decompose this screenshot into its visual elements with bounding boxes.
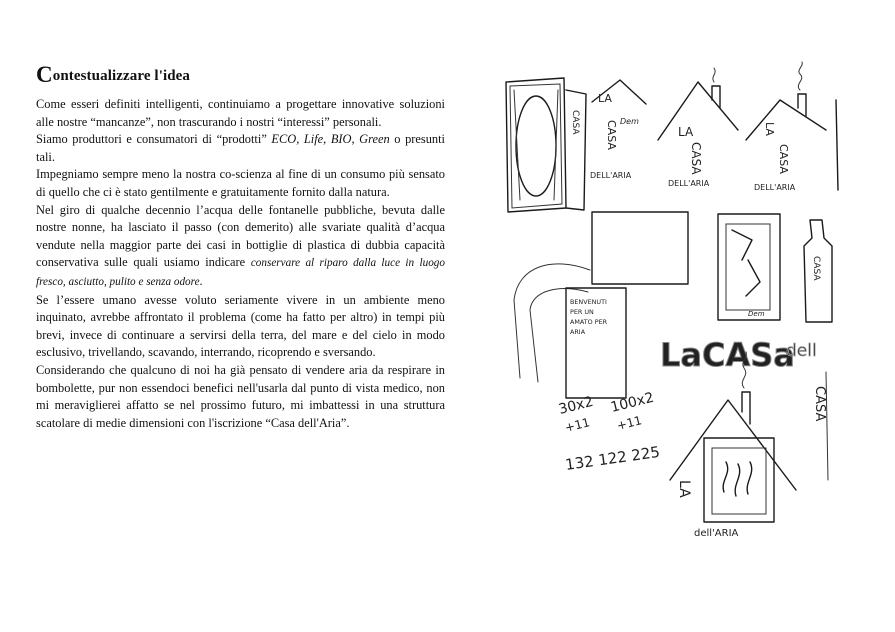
paragraph-6: Considerando che qualcuno di noi ha già pensato di vendere aria da respirare in bombolette, pur non essendoci benefici nell'usarla dal punto di vista medico, non mi meraviglierei affatto se nel prossimo futuro, mi imbattessi in una struttura scatolare di medie dimensioni con l'iscrizione “Casa dell'Aria”. — [36, 362, 445, 430]
sketch-house-3 — [746, 62, 838, 192]
sketch-8-label: CASA — [811, 256, 821, 281]
paragraph-4-italic: conservare al riparo dalla luce in luogo fresco, asciutto, pulito e senza odore — [36, 257, 445, 288]
sketch-2-la: LA — [598, 92, 612, 105]
sketch-wordmark-dell: dell — [786, 341, 817, 361]
sketch-house-1 — [590, 80, 646, 180]
paragraph-5: Se l’essere umano avesse voluto seriamente vivere in un ambiente meno inquinato, avrebbe affrontato il problema (come ha fatto per altro) in tempi più brevi, invece di continuare a servirsi della terra, del mare e del cielo in modo esclusivo, trivellando, scavando, interrando, ricoprendo e sversando. — [36, 292, 445, 360]
sketch-wordmark-outline: LaCASa — [660, 336, 795, 374]
sketch-label-sheet — [566, 288, 626, 398]
note-30x2: 30x2 — [557, 393, 595, 418]
note-plus-11-b: +11 — [615, 413, 644, 433]
paragraph-1: Come esseri definiti intelligenti, continuiamo a progettare innovative soluzioni alle nostre “mancanze”, non trascurando i nostri “interessi” personali. — [36, 97, 445, 129]
sketch-dimension-notes — [557, 390, 661, 474]
sketch-empty-rectangle — [592, 212, 688, 284]
sketch-9-line-1: BENVENUTI — [570, 298, 607, 306]
paragraph-2-italic: ECO, Life, BIO, Green — [271, 132, 390, 147]
paragraph-3: Impegniamo sempre meno la nostra co-scienza al fine di un consumo più sensato di quello che ci è stato gentilmente e gratuitamente fornito dalla natura. — [36, 167, 445, 199]
sketch-2-dellaria: DELL'ARIA — [590, 171, 632, 180]
sketch-7-signature: Dem — [748, 310, 765, 318]
sketch-3-dellaria: DELL'ARIA — [668, 179, 710, 188]
sketch-final-casa: CASA — [812, 386, 827, 422]
sketch-4-casa: CASA — [777, 144, 790, 174]
sketch-final-la: LA — [676, 480, 692, 498]
sketch-final-house — [670, 352, 828, 539]
paragraph-2-end: o presunti tali. — [36, 132, 445, 164]
sketch-final-dellaria: dell'ARIA — [694, 528, 739, 539]
sketch-3-la: LA — [678, 125, 694, 139]
note-100x2: 100x2 — [609, 389, 656, 416]
sketch-1-label: CASA — [570, 110, 580, 135]
sketch-bottle — [804, 220, 832, 322]
note-plus-11-a: +11 — [563, 415, 592, 435]
heading-rest: ontestualizzare l'idea — [52, 68, 191, 84]
sketch-window — [718, 214, 780, 320]
paragraph-4-end: . — [199, 273, 203, 288]
paragraph-2 — [36, 131, 445, 166]
sketch-frame-oval — [506, 78, 586, 212]
sketch-9-line-2: PER UN — [570, 308, 594, 316]
sketch-9-line-4: ARIA — [570, 328, 586, 336]
sketch-2-casa: CASA — [605, 120, 618, 150]
sketch-house-2 — [658, 68, 738, 188]
sketch-4-dellaria: DELL'ARIA — [754, 183, 796, 192]
paragraph-2-text: Siamo produttori e consumatori di “prodotti” — [36, 132, 272, 147]
heading-initial: C — [36, 62, 53, 87]
paragraph-4 — [36, 202, 445, 292]
section-heading — [36, 62, 190, 88]
sketch-4-la: LA — [763, 122, 776, 136]
note-numbers: 132 122 225 — [564, 442, 662, 474]
body-text — [36, 96, 445, 432]
paragraph-4-text: Nel giro di qualche decennio l’acqua delle fontanelle pubbliche, bevuta dalle nostre nonne, ha lasciato il passo (con demerito) alle svariate qualità d’acqua vendute nella maggior parte dei casi in bottiglie di plastica di dubbia capacità conservativa sulle quali usiamo indicare — [36, 202, 445, 270]
sketch-9-line-3: AMATO PER — [570, 318, 608, 326]
logo-sketches — [480, 60, 850, 570]
sketch-3-casa: CASA — [689, 142, 703, 175]
sketch-2-signature: Dem — [620, 117, 639, 126]
